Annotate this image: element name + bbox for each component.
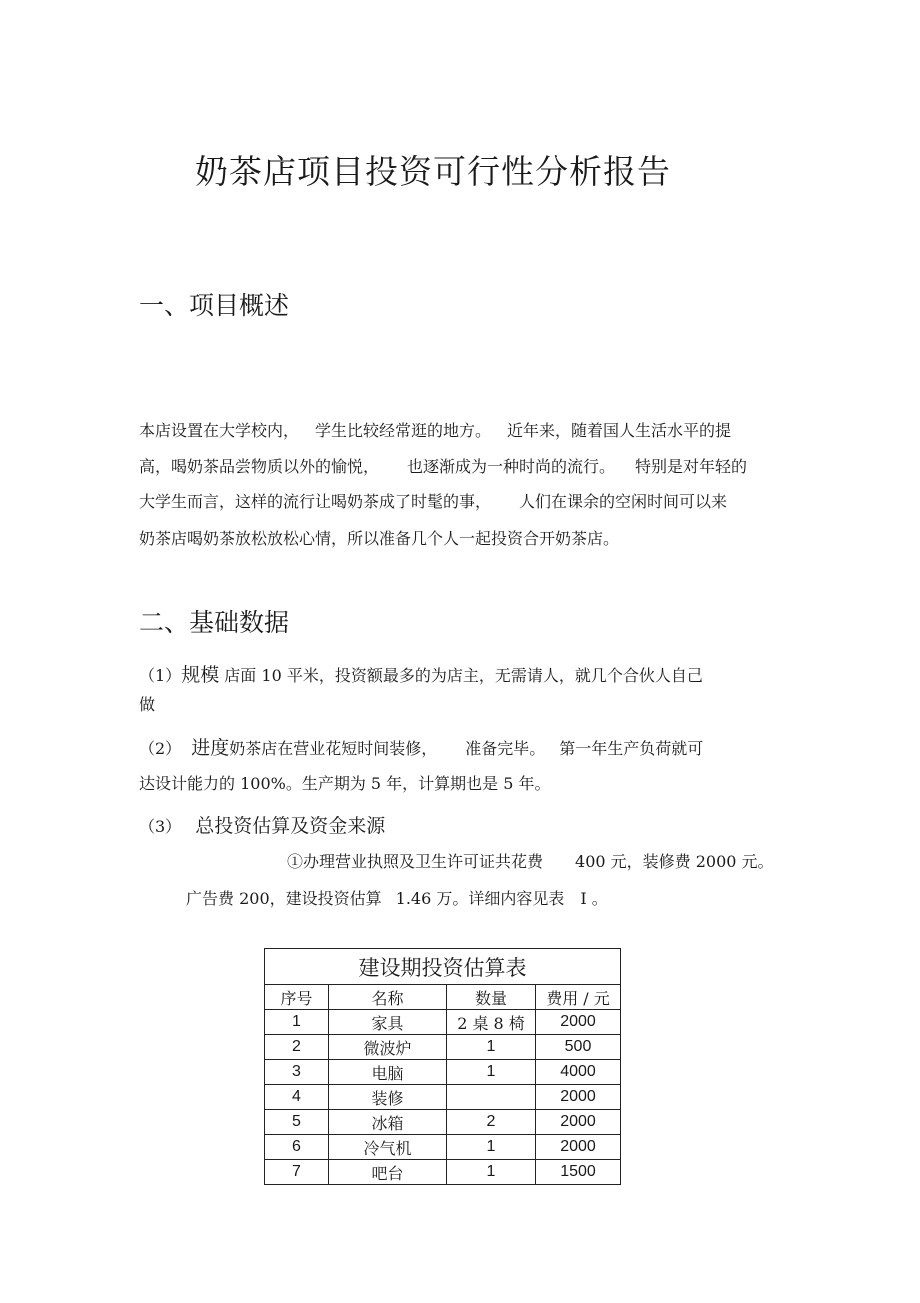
overview-line-2: 高，喝奶茶品尝物质以外的愉悦， 也逐渐成为一种时尚的流行。 特别是对年轻的 [139, 457, 748, 476]
table-row: 3 电脑 1 4000 [265, 1060, 621, 1085]
section-heading-basic-data: 二、基础数据 [139, 608, 290, 637]
document-title: 奶茶店项目投资可行性分析报告 [195, 152, 671, 191]
header-cell: 序号 [265, 985, 329, 1010]
table-row: 2 微波炉 1 500 [265, 1035, 621, 1060]
item-scale-cont: 做 [139, 695, 156, 714]
item-schedule-cont: 达设计能力的 100%。生产期为 5 年，计算期也是 5 年。 [139, 774, 551, 793]
header-cell: 费用 / 元 [536, 985, 621, 1010]
header-cell: 名称 [329, 985, 447, 1010]
overview-line-4: 奶茶店喝奶茶放松放松心情，所以准备几个人一起投资合开奶茶店。 [139, 529, 620, 548]
header-cell: 数量 [447, 985, 536, 1010]
table-row: 7 吧台 1 1500 [265, 1160, 621, 1185]
overview-line-1: 本店设置在大学校内， 学生比较经常逛的地方。 近年来，随着国人生活水平的提 [139, 421, 732, 440]
table-row: 5 冰箱 2 2000 [265, 1110, 621, 1135]
table-header-row [265, 985, 621, 1010]
table-caption: 建设期投资估算表 [265, 949, 621, 985]
investment-line-2: 广告费 200，建设投资估算 1.46 万。详细内容见表 I 。 [186, 889, 608, 908]
table-row: 4 装修 2000 [265, 1085, 621, 1110]
table-row: 1 家具 2 桌 8 椅 2000 [265, 1010, 621, 1035]
overview-line-3: 大学生而言，这样的流行让喝奶茶成了时髦的事， 人们在课余的空闲时间可以来 [139, 492, 728, 511]
section-heading-overview: 一、项目概述 [139, 291, 290, 320]
item-investment: （3） 总投资估算及资金来源 [139, 815, 386, 837]
table-row: 6 冷气机 1 2000 [265, 1135, 621, 1160]
investment-estimate-table [264, 948, 621, 1185]
item-scale: （1）规模 店面 10 平米，投资额最多的为店主，无需请人，就几个合伙人自己 [139, 664, 703, 686]
item-schedule: （2） 进度奶茶店在营业花短时间装修， 准备完毕。 第一年生产负荷就可 [139, 737, 704, 759]
investment-line-1: ①办理营业执照及卫生许可证共花费 400 元，装修费 2000 元。 [287, 852, 774, 871]
